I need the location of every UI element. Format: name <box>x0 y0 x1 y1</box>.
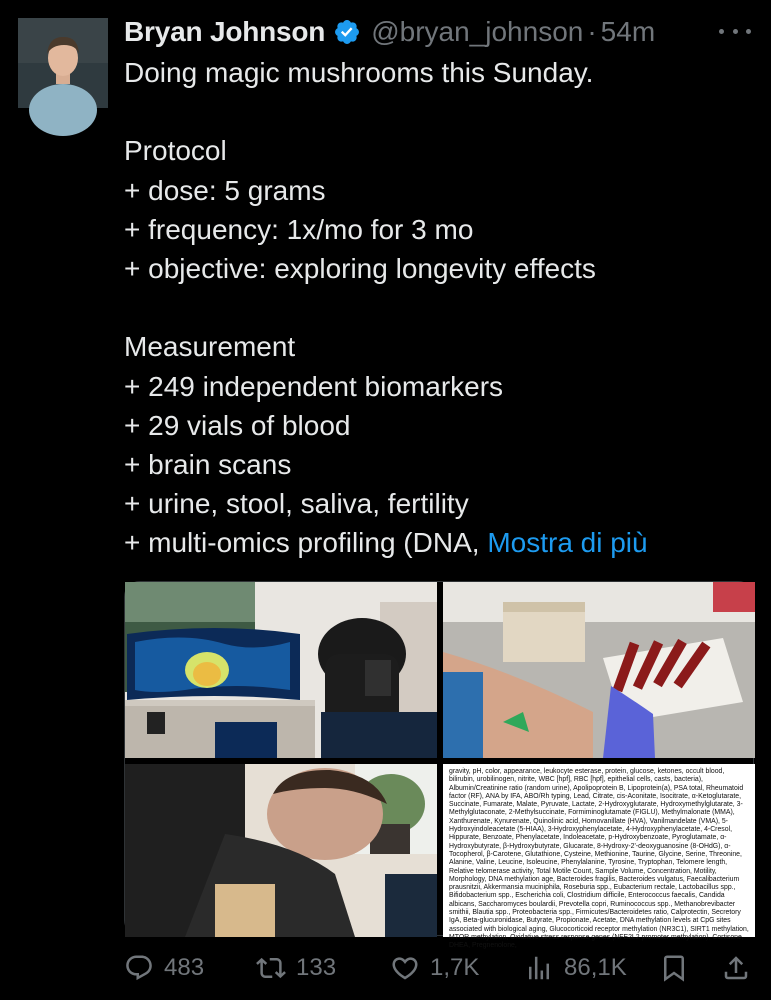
views-button[interactable] <box>524 948 627 988</box>
reply-button[interactable] <box>124 948 204 988</box>
photo-blood-draw[interactable] <box>443 582 755 758</box>
author-name[interactable]: Bryan Johnson <box>124 16 326 47</box>
bookmark-icon <box>659 953 689 983</box>
timestamp[interactable]: 54m <box>600 16 656 47</box>
repost-button[interactable] <box>256 948 336 988</box>
verified-badge-icon[interactable] <box>333 18 361 46</box>
text-line: Measurement <box>124 331 296 363</box>
reply-icon <box>124 953 154 983</box>
repost-count: 133 <box>296 954 337 981</box>
text-line: + urine, stool, saliva, fertility <box>124 488 469 520</box>
share-icon <box>721 953 751 983</box>
reply-count: 483 <box>164 954 205 981</box>
photo-brain-scan-setup[interactable] <box>125 582 437 758</box>
text-line-last <box>124 523 754 562</box>
repost-icon <box>256 953 286 983</box>
text-line-prefix: + multi-omics profiling (DNA, <box>124 527 488 559</box>
like-button[interactable] <box>390 948 479 988</box>
avatar[interactable] <box>18 18 108 108</box>
media-grid <box>124 581 754 950</box>
text-line: + frequency: 1x/mo for 3 mo <box>124 213 474 245</box>
text-line <box>124 92 754 131</box>
text-line: + 29 vials of blood <box>124 409 351 441</box>
tweet-text <box>124 53 754 562</box>
text-line: + dose: 5 grams <box>124 174 326 206</box>
share-button[interactable] <box>721 948 751 988</box>
author-handle[interactable]: @bryan_johnson <box>371 16 584 47</box>
text-line <box>124 288 754 327</box>
views-icon <box>524 953 554 983</box>
separator-dot: · <box>587 16 597 47</box>
more-icon[interactable] <box>719 18 751 44</box>
views-count: 86,1K <box>564 954 627 981</box>
tweet-header <box>124 12 751 52</box>
action-bar <box>124 948 754 988</box>
show-more-link[interactable]: Mostra di più <box>487 527 648 559</box>
text-line: Protocol <box>124 135 227 167</box>
heart-icon <box>390 953 420 983</box>
biomarker-list-document[interactable] <box>443 764 755 950</box>
like-count: 1,7K <box>430 954 480 981</box>
biomarker-list-text: gravity, pH, color, appearance, leukocyte esterase, protein, glucose, ketones, occult blood, bilirubin, urobilinogen, nitrite, WBC [hpf], RBC [hpf], epithelial cells, casts, bacteria), Albumin/Creatinine ratio (random urine), Apolipoprotein B, Lipoprotein(a), PSA total, Rheumatoid factor (RF), ANA by IFA, ABO/Rh typing, Lead, Citrate, cis-Aconitate, Isocitrate, α-Ketoglutarate, Succinate, Fumarate, Malate, Pyruvate, Lactate, 2-Hydroxyglutarate, Hydroxymethylglutarate, 3-Methylglutaconate, 2-Methylsuccinate, Formiminoglutamate (FIGLU), Methylmalonate (MMA), Xanthurenate, Kynurenate, Quinolinic acid, Homovanillate (HVA), Vanilmandelate (VMA), 5-Hydroxyindoleacetate (5-HIAA), 3-Hydroxyphenylacetate, 4-Hydroxyphenylacetate, 4-Cresol, Hippurate, Benzoate, Phenylacetate, Indoleacetate, p-Hydroxybenzoate, Pyroglutamate, α-Hydroxybutyrate, β-Hydroxybutyrate, Glucarate, 8-Hydroxy-2'-deoxyguanosine (8-OHdG), α-Tocopherol, β-Carotene, Glutathione, Cysteine, Methionine, Taurine, Glycine, Serine, Threonine, Alanine, Valine, Leucine, Isoleucine, Phenylalanine, Tyrosine, Tryptophan, Telomere length, Relative telomerase activity, Total Motile Count, Sample Volume, Concentration, Motility, Morphology, DNA methylation age, Bacteroides fragilis, Bacteroides vulgatus, Faecalibacterium prausnitzii, Akkermansia muciniphila, Roseburia spp., Eubacterium rectale, Lactobacillus spp., Bifidobacterium spp., Escherichia coli, Clostridium difficile, Enterococcus faecalis, Candida albicans, Saccharomyces boulardii, Prevotella copri, Ruminococcus spp., Methanobrevibacter smithii, Blautia spp., Proteobacteria spp., Firmicutes/Bacteroidetes ratio, Calprotectin, Secretory IgA, Beta-glucuronidase, Butyrate, Propionate, Acetate, DNA methylation levels at CpG sites associated with biological aging, Glucocorticoid receptor methylation (NR3C1), SIRT1 methylation, MTOR methylation, Oxidative stress response genes (NFE2L2 promoter methylation), Cortisone, DHEA, Pregnenolone, <box>449 768 749 950</box>
text-line: + 249 independent biomarkers <box>124 370 504 402</box>
text-line: + brain scans <box>124 448 292 480</box>
text-line: Doing magic mushrooms this Sunday. <box>124 57 594 88</box>
photo-sample-collection[interactable] <box>125 764 437 937</box>
text-line: + objective: exploring longevity effects <box>124 252 596 284</box>
bookmark-button[interactable] <box>659 948 689 988</box>
